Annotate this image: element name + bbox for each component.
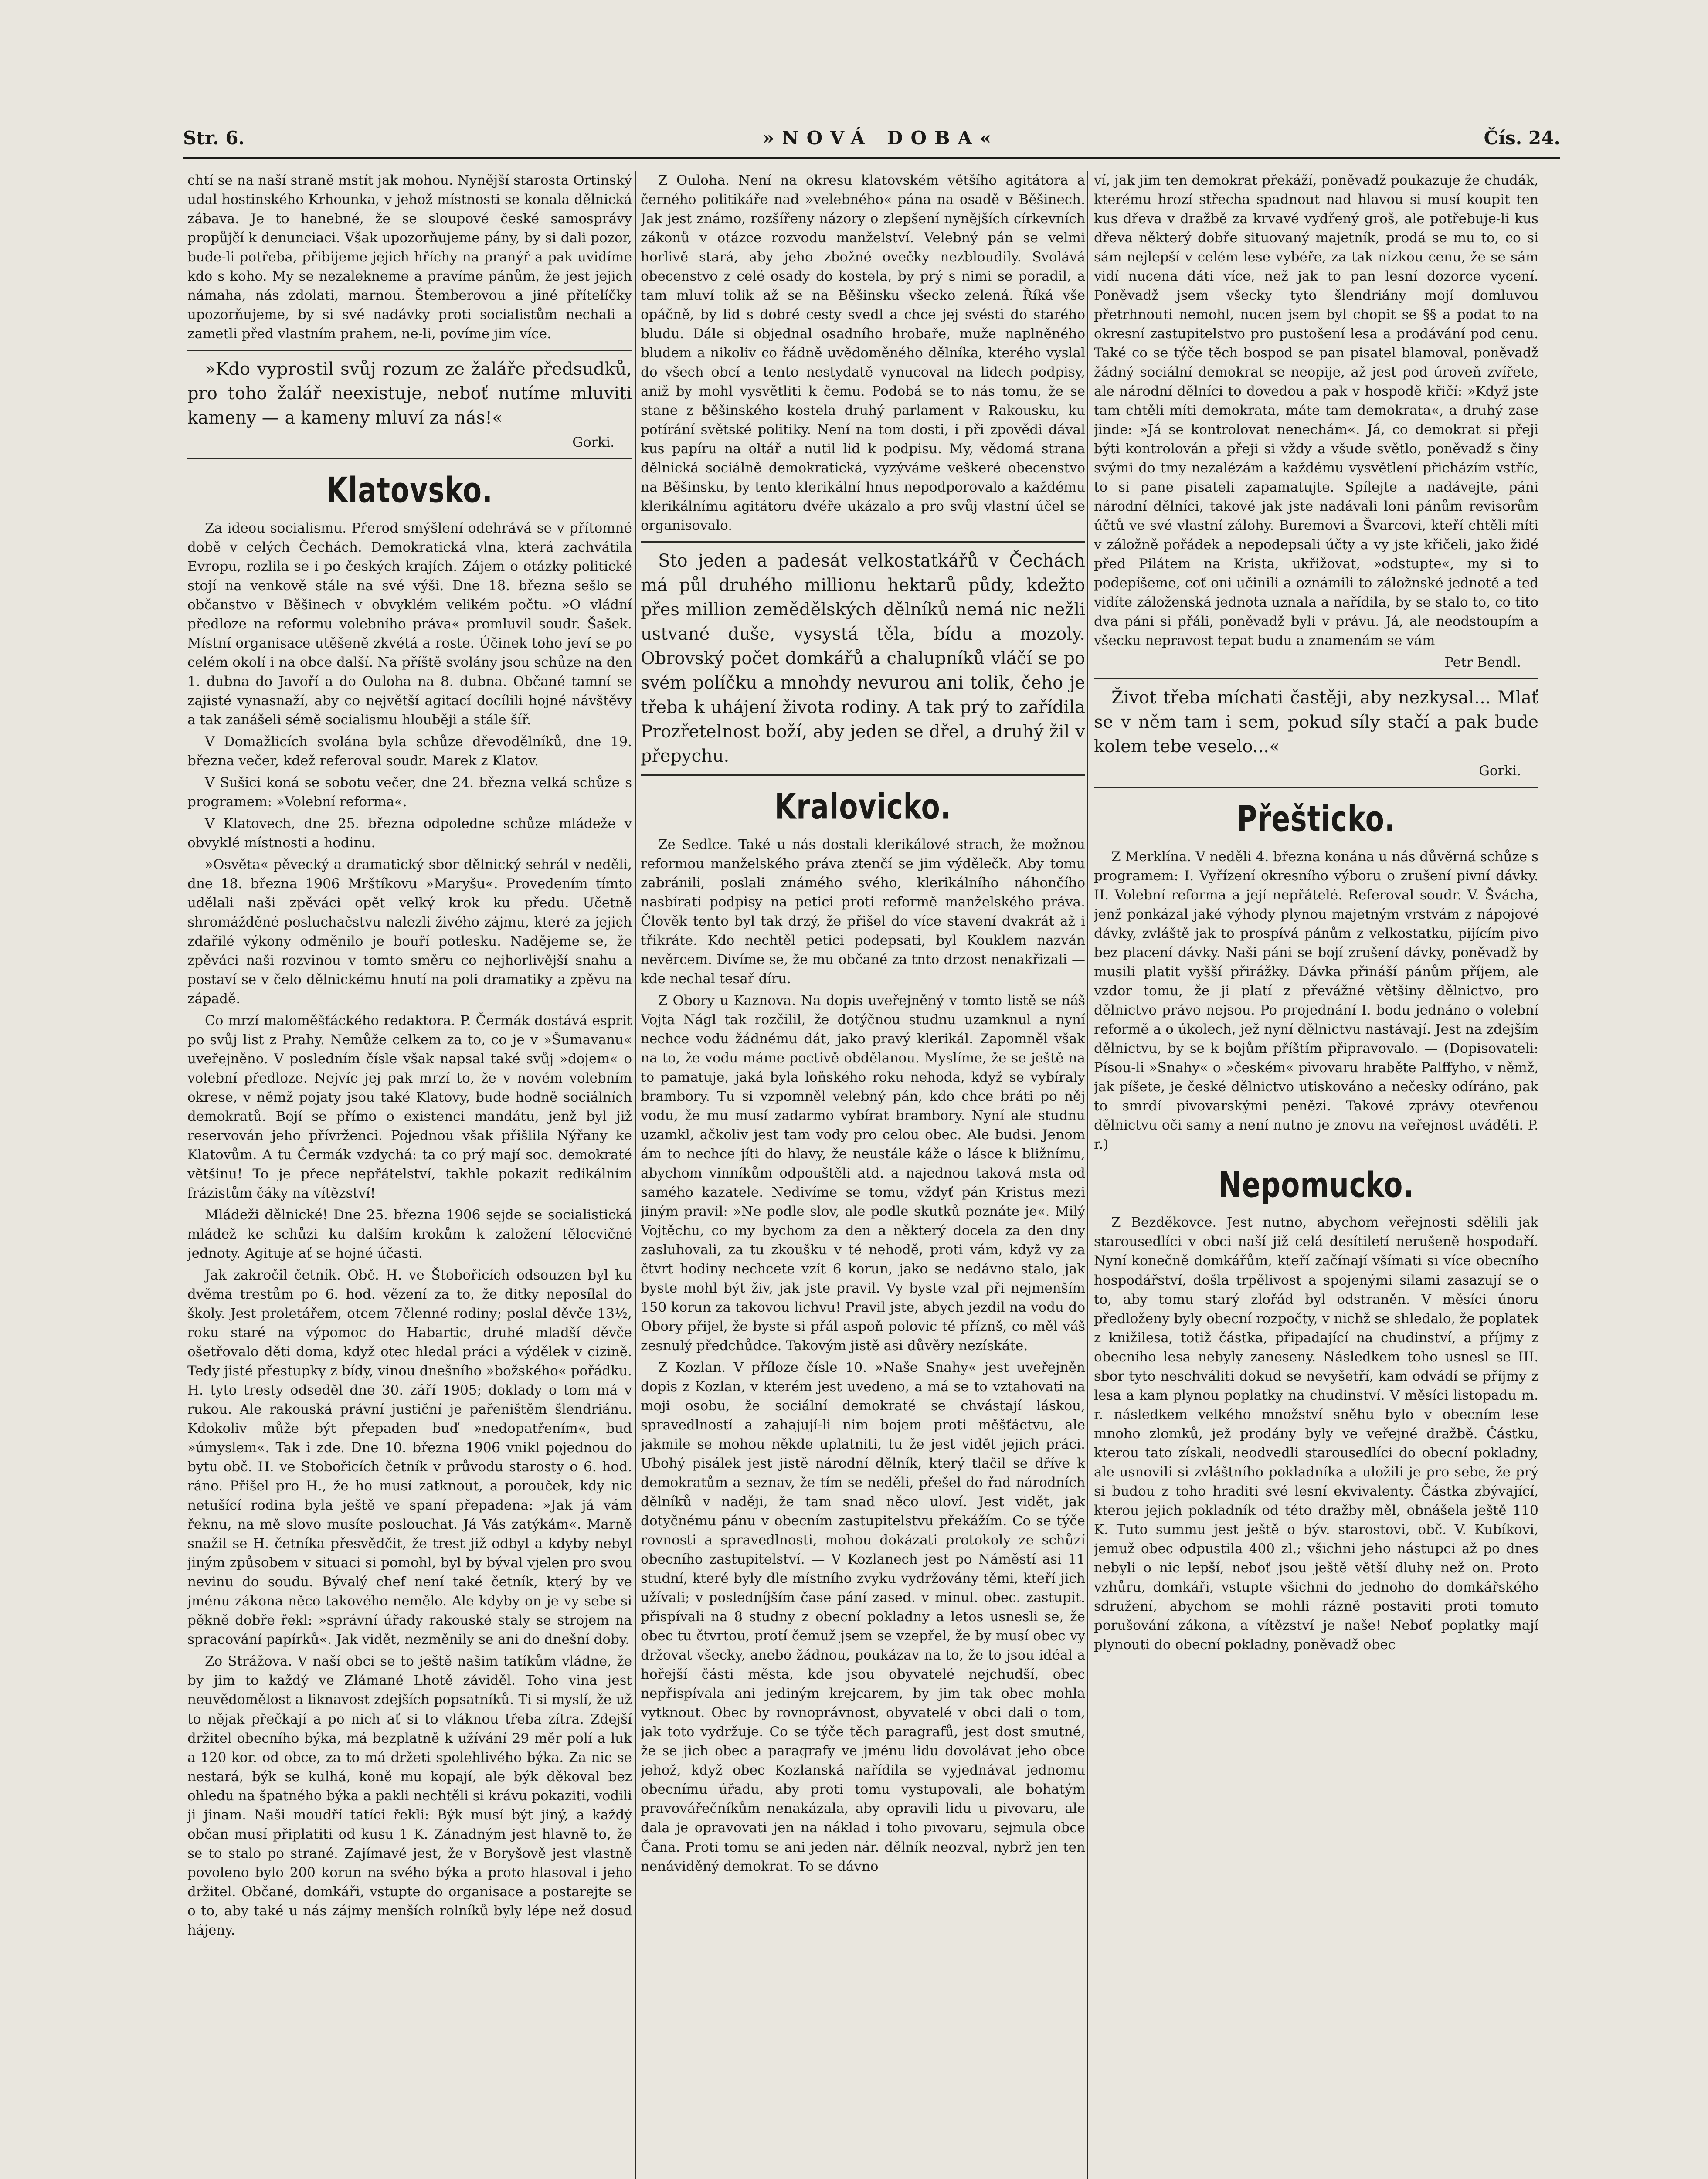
column-divider — [1087, 171, 1088, 2179]
article-continuation: chtí se na naší straně mstít jak mohou. Nynější starosta Ortinský udal hostinského Krhounka, v jehož místnosti se konala dělnická zábava. Je to hanebné, že se sloupové české samosprávy propůjčí k denunciaci. Však upozorňujeme pány, by si dali pozor, bude-li potřeba, přibijeme jejich hříchy na pranýř a pak uvidíme kdo s koho. My se nezalekneme a pravíme pánům, že jest jejich námaha, nás zdolati, marnou. Štemberovou a jiné přítelíčky upozorňujeme, by si své nadávky proti socialistům nechali a zametli před vlastním prahem, ne-li, povíme jim více. — [187, 173, 632, 342]
article-paragraph: Zo Strážova. V naší obci se to ještě našim tatíkům vládne, že by jim to každý ve Zlámané Lhotě záviděl. Toho vina jest neuvědomělost a liknavost zdejších popsatníků. Ti si myslí, že už to nějak přečkají a po nich ať si to vláknou třeba zítra. Zdejší držitel obecního býka, má bezplatně k užívání 29 měr polí a luk a 120 kor. od obce, za to má držeti spolehlivého býka. Za nic se nestará, býk se kulhá, koně mu kopají, ale býk děkoval bez ohledu na špatného býka a pakli nechtěli si krávu pokaziti, vodili ji jinam. Naši moudří tatíci řekli: Býk musí být jiný, a každý občan musí připlatiti od kusu 1 K. Zánadným jest hlavně to, že se to stalo po strané. Zajímavé jest, že v Boryšově jest vlastně povoleno bylo 200 korun na svého býka a proto hlasoval i jeho držitel. Občané, domkáři, vstupte do organisace a postarejte se o to, aby také u nás zájmy menších rolníků byly lépe než dosud hájeny. — [187, 1653, 632, 1938]
section-title-nepomucko: Nepomucko. — [1218, 1164, 1414, 1206]
section-title-kralovicko: Kralovicko. — [774, 786, 951, 828]
quote-author: Gorki. — [1479, 763, 1521, 779]
section-title-presticko: Přešticko. — [1237, 798, 1396, 840]
section-title-klatovsko: Klatovsko. — [326, 469, 493, 511]
article-paragraph: Ze Sedlce. Také u nás dostali klerikálové strach, že možnou reformou manželského práva ztenčí se jim výdělečk. Aby tomu zabránili, poslali známého svého, klerikálního náhončího nasbírati podpisy na petici proti reformě manželského práva. Člověk tento byl tak drzý, že přišel do více stavení dvakrát až i třikráte. Kdo nechtěl petici podepsati, byl Kouklem nazván nevěrcem. Divíme se, že mu občané za tnto drzost nenakřizali — kde nechal tesař díru. — [641, 836, 1085, 987]
landowners-quote: Sto jeden a padesát velkostatkářů v Čechách má půl druhého millionu hektarů půdy, kdežto přes million zemědělských dělníků nemá nic nežli ustvané duše, vysystá těla, bídu a mozoly. Obrovský počet domkářů a chalupníků vláčí se po svém políčku a mnohdy nevurou ani tolik, čeho je třeba k uhájení života rodiny. A tak prý to zařídila Prozřetelnost boží, aby jeden se dřel, a druhý žil v přepychu. — [641, 551, 1085, 767]
newspaper-title: »NOVÁ DOBA« — [763, 127, 999, 149]
article-paragraph: Z Kozlan. V příloze čísle 10. »Naše Snahy« jest uveřejněn dopis z Kozlan, v kterém jest uvedeno, a má se to vztahovati na moji osobu, že sociální demokraté se chvástají láskou, spravedlností a zahajují-li nim bojem proti měšťáctvu, ale jakmile se mohou někde uplatniti, tu že jest vidět jejich práci. Ubohý pisálek jest jistě národní dělník, který tlačil se dříve k demokratům a seznav, že tím se neděli, přešel do řad národních dělníků v naději, že tam snad něco uloví. Jest vidět, jak dotyčnému pánu v obecním zastupitelstvu překážím. Co se týče rovnosti a spravedlnosti, mohou dokázati protokoly ze schůzí obecního zastupitelství. — V Kozlanech jest po Náměstí asi 11 studní, které byly dle místního zvyku vydržovány těmi, kteří jich užívali; v posledníjším čase pání zased. v minul. obec. zastupit. přispívali na 8 studny z obecní pokladny a letos usnesli se, že obec tu čtvrtou, protí čemuž jsem se vzepřel, že by musí obec vy držovat všecky, anebo žádnou, poukázav na to, že to jsou idéal a hořejší části města, kde jsou obyvatelé nejchudší, obec nepřispívala ani jediným krejcarem, by jim tak obec mohla vytknout. Obec by rovnoprávnost, obyvatelé v obci dali o tom, jak toto vydržuje. Co se týče těch paragrafů, jest dost smutné, že se jich obec a paragrafy ve jménu lidu dovolávat jeho obce jehož, když obec Kozlanská nařídila se vyjednávat jednomu obecnímu úřadu, aby proti tomu vystupovali, ale bohatým pravovářečníkům nenakázala, aby opravili lidu u pivovaru, ale dala je opravovati jen na náklad i toho pivovaru, sejmula obce Čana. Proti tomu se ani jeden nár. dělník neozval, nybrž jen ten nenáviděný demokrat. To se dávno — [641, 1360, 1085, 1874]
issue-number: Čís. 24. — [1484, 127, 1560, 149]
column-1 — [187, 171, 632, 2179]
article-continuation: ví, jak jim ten demokrat překáží, poněvadž poukazuje že chudák, kterému hrozí střecha spadnout nad hlavou si musí koupit ten kus dřeva v dražbě za krvavé vydřený groš, ale potřebuje-li kus dřeva některý dobře situovaný majetník, prodá se mu to, co si sám nejlepší v celém lese vybéře, za tak nízkou cenu, že se sám vidí nucena dáti více, než jak to pan lesní dozorce vycení. Poněvadž jsem všecky tyto šlendriány mojí domluvou přetrhnouti nemohl, nucen jsem byl chopit se §§ a podat to na okresní zastupitelstvo pro pustošení lesa a prodávání pod cenu. Také co se týče těch bospod se pan pisatel blamoval, poněvadž žádný sociální demokrat se neopije, až jest pod úroveň zvířete, ale národní dělníci to dovedou a pak v hospodě křičí: »Když jste tam chtěli míti demokrata, máte tam demokrata«, a druhý zase jinde: »Já se kontrolovat nenechám«. Já, co demokrat si přeji býti kontrolován a přeji si vždy a všude světlo, poněvadž s činy svými do tmy nezalézám a každému vysvětlení přicházím vstříc, to si pane pisateli zapamatujte. Spílejte a nadávejte, páni národní dělníci, takové jak jste nadávali loni pánům revisorům účtů ve své vlastní zálohy. Buremovi a Švarcovi, kteří chtěli míti v záložně pořádek a nepodepsali účty a vy jste křičeli, jako židé před Pilátem na Krista, ukřižovat, »odstupte«, my si to podepíšeme, coť oni učinili a oznámili to záložnské jednotě a teď vidíte záloženská jednota uznala a nařídila, by se stalo to, co tito dva páni si přáli, poněvadž byli v právu. Já, ale neodstoupím a všecku nepravost tepat budu a znamenám se vám — [1094, 173, 1538, 649]
quote-author: Gorki. — [572, 434, 615, 451]
article-paragraph: Z Merklína. V neděli 4. března konána u nás důvěrná schůze s programem: I. Vyřízení okresního výboru o zrušení pivní dávky. II. Volební reforma a její nepřátelé. Referoval soudr. V. Švácha, jenž ponkázal jaké výhody plynou majetným vrstvám z nápojové dávky, zvláště jak to prospívá pánům z velkostatku, pijícím pivo bez placení dávky. Naši páni se bojí zrušení dávky, poněvadž by musili platit vyšší přirážky. Dávka přináší pánům příjem, ale vzdor tomu, že ji platí z převážné většiny dělnictvo, pro dělnictvo právo nejsou. Po projednání I. bodu jednáno o volební reformě a o úkolech, jež nyní dělnictvu nastávají. Jest na zdejším dělnictvu, by se k bojům příštím připravovalo. — (Dopisovateli: Písou-li »Snahy« o »českém« pivovaru hraběte Palffyho, v němž, jak píšete, je české dělnictvo utiskováno a nečesky odíráno, pak to smrdí pivovarskými penězi. Takové zprávy otevřenou dělnictvu oči samy a není nutno je znovu na veřejnost uváděti. P. r.) — [1094, 849, 1538, 1153]
separator — [1094, 678, 1538, 679]
article-paragraph: Mládeži dělnické! Dne 25. března 1906 sejde se socialistická mládež ke schůzi ku dalším krokům k založení tělocvičné jednoty. Agituje ať se hojné účasti. — [187, 1207, 632, 1262]
column-2 — [641, 171, 1085, 2179]
article-paragraph: V Domažlicích svolána byla schůze dřevodělníků, dne 19. března večer, kdež referoval soudr. Marek z Klatov. — [187, 733, 632, 769]
separator — [641, 774, 1085, 776]
article-paragraph: »Osvěta« pěvecký a dramatický sbor dělnický sehrál v neděli, dne 18. března 1906 Mrštíkovu »Maryšu«. Provedením tímto udělali naši zpěváci opět velký krok ku předu. Učetně shromážděné posluchačstvu nalezli živého zájmu, které za jejich zdařilé výkony odměnilo je bouří potlesku. Nadějeme se, že zpěváci naši rozvinou v tomto směru co nejhorlivější snahu a postaví se v čelo dělnickému hnutí na poli dramatiky a zpěvu na západě. — [187, 856, 632, 1007]
column-divider — [635, 171, 636, 2179]
article-paragraph: Z Ouloha. Není na okresu klatovském většího agitátora a černého politikáře nad »velebného« pána na osadě v Běšinech. Jak jest známo, rozšířeny názory o zlepšení nynějších církevních zákonů v otázce rozvodu manželství. Velebný pán se velmi horlivě stará, aby jeho zbožné ovečky nezbloudily. Svolává obecenstvo z celé osady do kostela, by prý s nimi se poradil, a tam mluví tolik až se na Běšinsku všecko zelená. Říká vše opáčně, by lid s dobré cesty svedl a chce jej svésti do starého bludu. Dále si objednal osadního hrobaře, muže naplněného bludem a nikoliv co řádně uvědoměného dělníka, kterého vyslal do všech obcí a tento nestydatě vynucoval na lidech podpisy, aniž by mohl vysvětliti k čemu. Podobá se to nás tomu, že se stane z běšinského kostela druhý parlament v Rakousku, ku potírání světské politiky. Není na tom dosti, i při zpovědi dával kus papíru na oltář a nutil lid k podpisu. My, vědomá strana dělnická sociálně demokratická, vyzýváme veškeré obecenstvo na Běšinsku, by tento klerikální hnus nepodporovalo a každému klerikálnímu agitátoru dvéře ukázalo a pro svůj vlastní účel se organisovalo. — [641, 173, 1085, 534]
separator — [187, 458, 632, 459]
author-signature: Petr Bendl. — [1444, 655, 1521, 671]
gorki-quote: »Kdo vyprostil svůj rozum ze žaláře předsudků, pro toho žalář neexistuje, neboť nutíme mluviti kameny — a kameny mluví za nás!« — [187, 359, 632, 428]
column-3 — [1094, 171, 1538, 2179]
article-paragraph: V Klatovech, dne 25. března odpoledne schůze mládeže v obvyklé místnosti a hodinu. — [187, 815, 632, 851]
article-paragraph: Za ideou socialismu. Přerod smýšlení odehrává se v přítomné době v celých Čechách. Demokratická vlna, která zachvátila Evropu, rozlila se i po českých krajích. Zájem o otázky politické stojí na venkově stále na své výši. Dne 18. března sešlo se občanstvo v Běšinech v obvyklém velikém počtu. »O vládní předloze na reformu volebního práva« promluvil soudr. Šašek. Místní organisace utěšeně zkvétá a roste. Účinek toho jeví se po celém okolí i na obce další. Na příště svolány jsou schůze na den 1. dubna do Javoří a do Ouloha na 8. dubna. Občané tamní se zajisté vynasnaží, aby co největší agitací docílili hojné návštěvy a tak zanášeli sémě socialismu hlouběji a stále šíř. — [187, 520, 632, 728]
separator — [641, 541, 1085, 543]
separator — [187, 350, 632, 351]
header-rule — [183, 157, 1560, 159]
page-header — [183, 127, 1560, 155]
article-paragraph: V Sušici koná se sobotu večer, dne 24. března velká schůze s programem: »Volební reforma«. — [187, 774, 632, 810]
article-paragraph: Z Obory u Kaznova. Na dopis uveřejněný v tomto listě se náš Vojta Nágl tak rozčilil, že dotýčnou studnu uzamknul a nyní nechce vodu žádnému dát, jako pravý klerikál. Zapomněl však na to, že vodu máme poctivě obdělanou. Myslíme, že se ještě na to pamatuje, jaká byla loňského roku nehoda, když se vybíraly brambory. Tu si vzpomněl velebný pán, kdo chce bráti po něj vodu, že mu musí zadarmo vybírat brambory. Nyní ale studnu uzamkl, ačkoliv jest tam vody pro celou obec. Ale budsi. Jenom ám to nechce jíti do hlavy, že neustále káže o lásce k bližnímu, abychom vinníkům odpouštěli atd. a najednou taková msta od samého kazatele. Nedivíme se tomu, vždyť pán Kristus mezi jiným pravil: »Ne podle slov, ale podle skutků poznáte je«. Milý Vojtěchu, co my bychom za den a některý docela za den dny zasluhovali, za tu zkoušku v té nehodě, proti vám, když vy za čtvrt hodiny nechcete vzít 6 korun, jako se nedávno stalo, jak byste mohl být živ, jak jste pravil. Vy byste vzal při nejmenším 150 korun za takovou lichvu! Pravil jste, abych jezdil na vodu do Obory přijel, že byste si přál aspoň polovic té příznš, co měl váš zesnulý předchůdce. Takovým jistě asi důvěry nezískáte. — [641, 992, 1085, 1354]
article-paragraph: Co mrzí maloměšťáckého redaktora. P. Čermák dostává esprit po svůj list z Prahy. Nemůže celkem za to, co je v »Šumavanu« uveřejněno. V posledním čísle však napsal také svůj »dojem« o volební předloze. Nejvíc jej pak mrzí to, že v novém volebním okrese, v němž pojaty jsou také Klatovy, bude hodně sociálních demokratů. Bojí se přímo o existenci mandátu, jenž byl již reservován jeho přívrženci. Pojednou však přišlila Nýřany ke Klatovům. A tu Čermák vzdychá: ta co prý mají soc. demokraté většinu! To je přece nepřátelství, takhle pokazit redikálním frázistům čáky na vítězství! — [187, 1012, 632, 1202]
article-paragraph: Z Bezděkovce. Jest nutno, abychom veřejnosti sdělili jak starousedlíci v obci naší již celá desítiletí nerušeně hospodaří. Nyní konečně domkářům, kteří začínají všímati si více obecního hospodářství, došla trpělivost a spojenými silami zasazují se o to, aby tomu starý zlořád byl odstraněn. V měsíci únoru předloženy byly obecní rozpočty, v nichž se shledalo, že poplatek z knižilesa, totiž částka, připadající na chudinství, a příjmy z obecního lesa nebyly zaneseny. Následkem toho usnesl se III. sbor tyto neschváliti dokud se nevyšetří, kam odvádí se příjmy z lesa a kam plynou poplatky na chudinství. V měsíci listopadu m. r. následkem velkého množství sněhu bylo v obecním lese mnoho zlomků, jež prodány byly ve veřejné dražbě. Částku, kterou tato získali, neodvedli starousedlíci do obecní pokladny, ale usnovili si zvláštního pokladníka a uložili je pro sebe, že prý si budou z toho hraditi své lesní ekvivalenty. Částka zbývající, kterou jejich pokladník od této dražby měl, obnášela ještě 110 K. Tuto summu jest ještě o býv. starostovi, obč. V. Kubíkovi, jemuž obec odpustila 400 zl.; všichni jeho nástupci až po dnes nebyli o nic lepší, neboť jsou ještě větší dluhy než on. Proto vzhůru, domkáři, vstupte všichni do jednoho do domkářského sdružení, abychom se mohli rázně postaviti proti tomuto porušování zákona, a vítězství je naše! Neboť poplatky mají plynouti do obecní pokladny, poněvadž obec — [1094, 1215, 1538, 1653]
gorki-quote-2: Život třeba míchati častěji, aby nezkysal... Mlať se v něm tam i sem, pokud síly stačí a pak bude kolem tebe veselo...« — [1094, 688, 1538, 757]
article-paragraph: Jak zakročil četník. Obč. H. ve Štobořicích odsouzen byl ku dvěma trestům po 6. hod. vězení za to, že ditky neposílal do školy. Jest proletářem, otcem 7členné rodiny; poslal děvče 13½, roku staré na výpomoc do Habartic, druhé mladší děvče ošetřovalo děti doma, když otec hledal práci a výdělek v cizině. Tedy jisté přestupky z bídy, vinou dnešního »božského« pořádku. H. tyto tresty odseděl dne 30. září 1905; doklady o tom má v rukou. Ale rakouská právní justiční je pařeništěm šlendriánu. Kdokoliv může být přepaden buď »nedopatřením«, buď »úmyslem«. Tak i zde. Dne 10. března 1906 vnikl pojednou do bytu obč. H. ve Stobořicích četník v průvodu starosty o 6. hod. ráno. Přišel pro H., že ho musí zatknout, a porouček, kdy nic netušící rodina byla ještě ve spaní přepadena: »Jak já vám řeknu, na mě slovo musíte poslouchat. Já Vás zatýkám«. Marně snažil se H. četníka přesvědčit, že trest již odbyl a kdyby nebyl jiným způsobem v situaci si pomohl, byl by býval vjelen pro svou nevinu do soudu. Bývalý chef není také četník, který by ve jménu zákona něco takového nemělo. Ale kdyby on je vy sebe si pěkně dobře řekl: »správní úřady rakouské staly se strojem na spracování papírků«. Jak vidět, nezměnily se ani do dnešní doby. — [187, 1267, 632, 1648]
separator — [1094, 787, 1538, 788]
page-number: Str. 6. — [183, 127, 245, 149]
